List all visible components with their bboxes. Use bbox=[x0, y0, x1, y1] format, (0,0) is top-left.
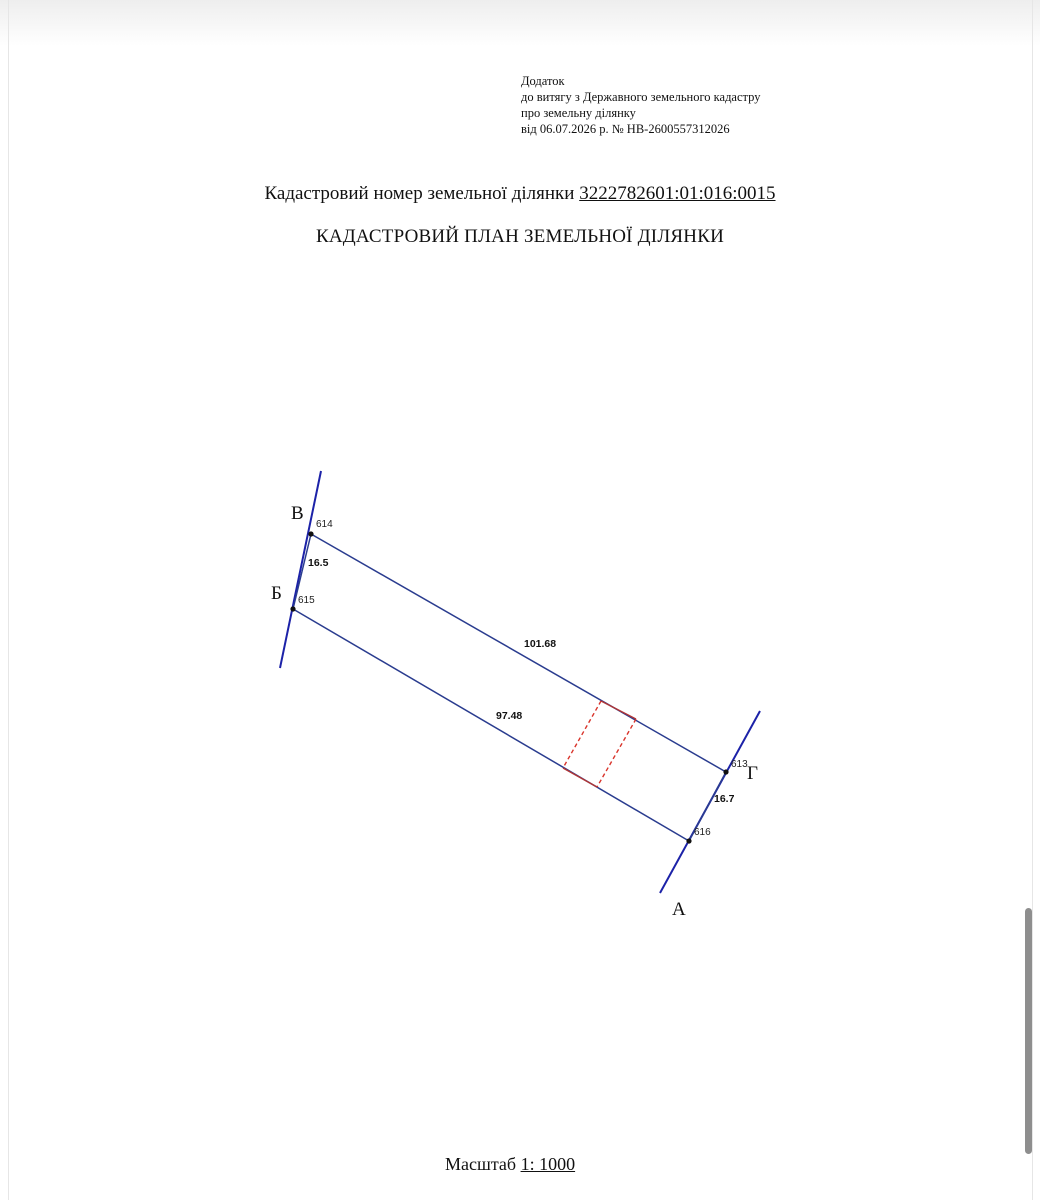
neighbor-line-west bbox=[280, 471, 321, 668]
length-bottom-label: 97.48 bbox=[496, 710, 523, 722]
plan-title: КАДАСТРОВИЙ ПЛАН ЗЕМЕЛЬНОЇ ДІЛЯНКИ bbox=[315, 226, 725, 247]
boundary-bottom bbox=[293, 609, 689, 841]
point-614-label: 614 bbox=[316, 519, 333, 530]
appendix-line-4: від 06.07.2026 р. № НВ-2600557312026 bbox=[521, 122, 730, 136]
boundary-top bbox=[311, 534, 726, 772]
point-616-marker bbox=[686, 838, 691, 843]
corner-v-label: В bbox=[291, 503, 304, 524]
appendix-line-3: про земельну ділянку bbox=[521, 106, 636, 120]
easement-line-2 bbox=[597, 719, 636, 787]
easement-line-1 bbox=[563, 701, 601, 768]
point-613-marker bbox=[723, 769, 728, 774]
scale-line bbox=[445, 1154, 575, 1175]
length-left-label: 16.5 bbox=[308, 557, 329, 569]
appendix-line-2: до витягу з Державного земельного кадастру bbox=[521, 90, 761, 104]
point-614-marker bbox=[308, 531, 313, 536]
length-top-label: 101.68 bbox=[524, 638, 557, 650]
point-615-label: 615 bbox=[298, 595, 315, 606]
scale-label: Масштаб bbox=[445, 1154, 517, 1174]
appendix-line-1: Додаток bbox=[521, 74, 565, 88]
scrollbar-thumb[interactable] bbox=[1025, 908, 1032, 1154]
corner-g-label: Г bbox=[747, 763, 758, 784]
point-615-marker bbox=[290, 606, 295, 611]
scale-ratio: 1: 1000 bbox=[520, 1154, 576, 1174]
point-613-label: 613 bbox=[731, 759, 748, 770]
point-616-label: 616 bbox=[694, 827, 711, 838]
cadastral-number-label: Кадастровий номер земельної ділянки bbox=[264, 183, 575, 204]
easement-edge-bottom bbox=[563, 768, 597, 787]
length-right-label: 16.7 bbox=[714, 793, 735, 805]
corner-b-label: Б bbox=[271, 583, 282, 604]
easement-edge-top bbox=[601, 701, 636, 719]
corner-a-label: А bbox=[672, 899, 686, 920]
cadastral-number: 3222782601:01:016:0015 bbox=[579, 183, 776, 204]
